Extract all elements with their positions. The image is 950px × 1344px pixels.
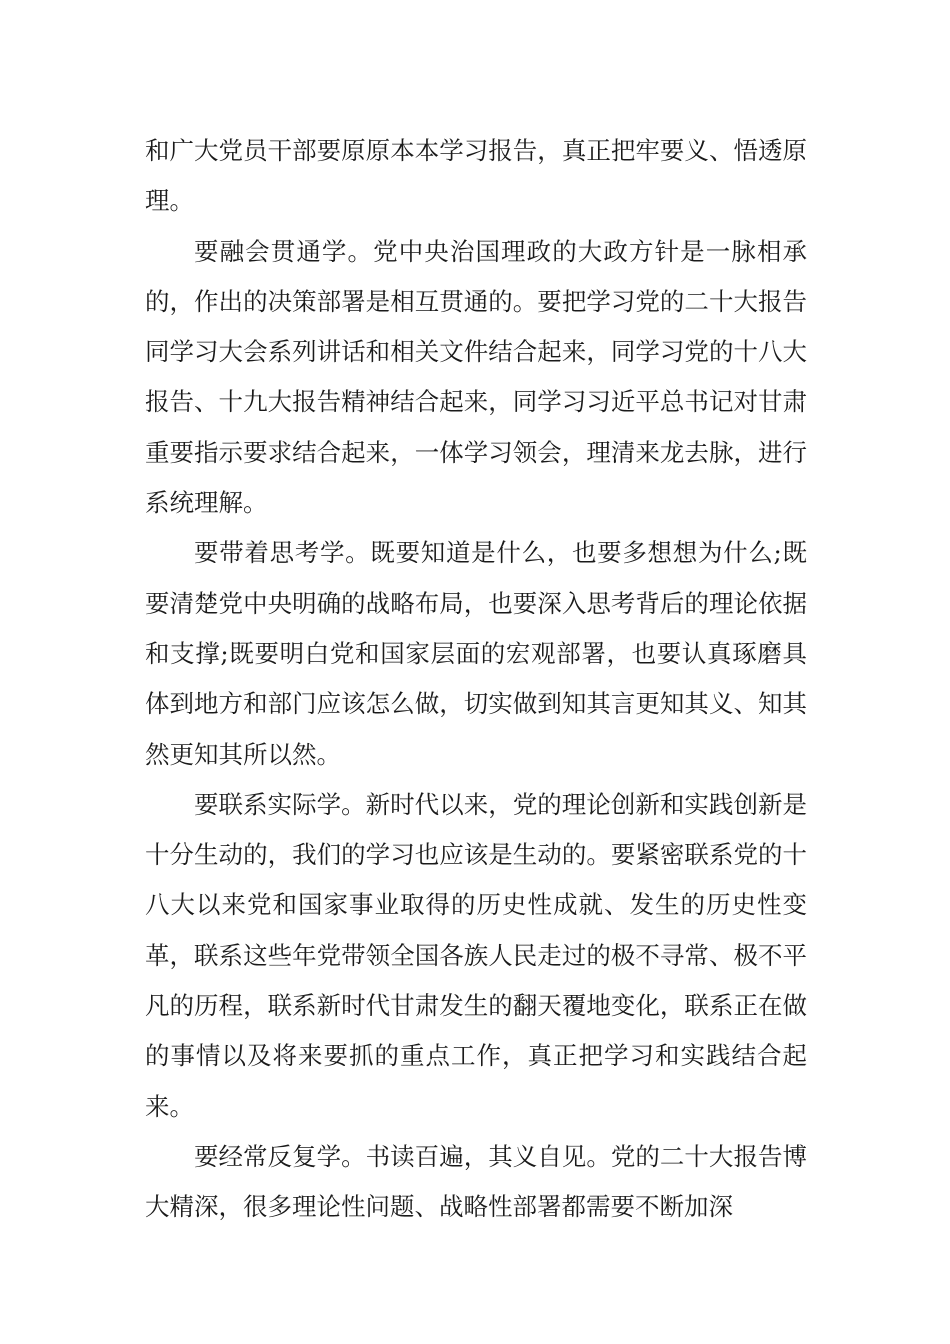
paragraph-continuation: 和广大党员干部要原原本本学习报告，真正把牢要义、悟透原理。 [145, 136, 807, 216]
document-body [145, 126, 807, 1233]
paragraph-study-with-thinking: 要带着思考学。既要知道是什么，也要多想想为什么;既要清楚党中央明确的战略布局，也要深入思考背后的理论依据和支撑;既要明白党和国家层面的宏观部署，也要认真琢磨具体到地方和部门应该怎么做，切实做到知其言更知其义、知其然更知其所以然。 [145, 538, 807, 769]
paragraph-repeated-study: 要经常反复学。书读百遍，其义自见。党的二十大报告博大精深，很多理论性问题、战略性部署都需要不断加深 [145, 1141, 807, 1222]
paragraph-study-with-practice: 要联系实际学。新时代以来，党的理论创新和实践创新是十分生动的，我们的学习也应该是生动的。要紧密联系党的十八大以来党和国家事业取得的历史性成就、发生的历史性变革，联系这些年党带领全国各族人民走过的极不寻常、极不平凡的历程，联系新时代甘肃发生的翻天覆地变化，联系正在做的事情以及将来要抓的重点工作，真正把学习和实践结合起来。 [145, 789, 807, 1121]
paragraph-integrated-study: 要融会贯通学。党中央治国理政的大政方针是一脉相承的，作出的决策部署是相互贯通的。要把学习党的二十大报告同学习大会系列讲话和相关文件结合起来，同学习党的十八大报告、十九大报告精神结合起来，同学习习近平总书记对甘肃重要指示要求结合起来，一体学习领会，理清来龙去脉，进行系统理解。 [145, 236, 807, 518]
